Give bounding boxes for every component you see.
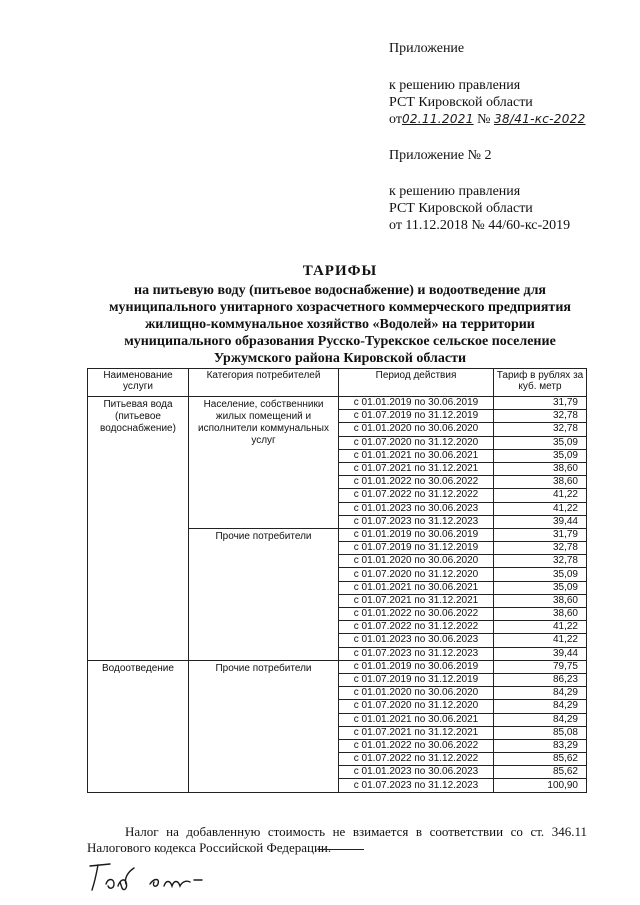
period-cell: с 01.07.2021 по 31.12.2021 (339, 726, 494, 739)
tariff-cell: 32,78 (494, 542, 587, 555)
tariff-cell: 84,29 (494, 700, 587, 713)
period-cell: с 01.01.2020 по 30.06.2020 (339, 555, 494, 568)
column-header-period: Период действия (339, 369, 494, 397)
column-header-service: Наименование услуги (88, 369, 189, 397)
tariff-cell: 39,44 (494, 647, 587, 660)
tariff-cell: 100,90 (494, 779, 587, 792)
tariff-cell: 38,60 (494, 594, 587, 607)
tariff-cell: 41,22 (494, 634, 587, 647)
tariff-cell: 31,79 (494, 528, 587, 541)
appendix2-ref-line1: к решению правления (389, 184, 521, 199)
appendix1-ref-line2: РСТ Кировской области (389, 95, 533, 110)
tariff-cell: 39,44 (494, 515, 587, 528)
appendix1-title: Приложение (389, 41, 465, 56)
tariff-cell: 79,75 (494, 660, 587, 673)
appendix1-number: 38/41-кс-2022 (494, 112, 586, 126)
appendix1-no-prefix: № (477, 112, 491, 127)
tariff-cell: 35,09 (494, 568, 587, 581)
period-cell: с 01.07.2022 по 31.12.2022 (339, 621, 494, 634)
period-cell: с 01.07.2019 по 31.12.2019 (339, 410, 494, 423)
table-row (88, 660, 587, 673)
period-cell: с 01.01.2019 по 30.06.2019 (339, 660, 494, 673)
title-line-5: Уржумского района Кировской области (213, 351, 467, 366)
appendix1-ref-line1: к решению правления (389, 78, 521, 93)
tariff-cell: 41,22 (494, 621, 587, 634)
appendix1-date: 02.11.2021 (401, 112, 474, 126)
tariff-cell: 38,60 (494, 462, 587, 475)
tariff-cell: 85,62 (494, 766, 587, 779)
table-header-row (88, 369, 587, 397)
category-cell: Прочие потребители (189, 660, 339, 792)
appendix2-ref-line3: от 11.12.2018 № 44/60-кс-2019 (389, 218, 571, 233)
period-cell: с 01.07.2019 по 31.12.2019 (339, 673, 494, 686)
period-cell: с 01.01.2023 по 30.06.2023 (339, 502, 494, 515)
period-cell: с 01.01.2022 по 30.06.2022 (339, 739, 494, 752)
period-cell: с 01.07.2019 по 31.12.2019 (339, 542, 494, 555)
tariff-cell: 38,60 (494, 476, 587, 489)
service-cell: Питьевая вода (питьевое водоснабжение) (88, 397, 189, 661)
tariff-cell: 85,08 (494, 726, 587, 739)
title-line-2: муниципального унитарного хозрасчетного коммерческого предприятия (109, 300, 571, 315)
period-cell: с 01.01.2023 по 30.06.2023 (339, 634, 494, 647)
column-header-tariff: Тариф в рублях за куб. метр (494, 369, 587, 397)
period-cell: с 01.07.2023 по 31.12.2023 (339, 647, 494, 660)
title-line-4: муниципального образования Русско-Турекское сельское поселение (124, 334, 556, 349)
tariff-cell: 38,60 (494, 608, 587, 621)
tariff-cell: 35,09 (494, 449, 587, 462)
tariff-cell: 32,78 (494, 410, 587, 423)
title-line-1: на питьевую воду (питьевое водоснабжение) и водоотведение для (134, 283, 546, 298)
tariff-table-body (88, 397, 587, 793)
appendix1-date-line (389, 111, 586, 128)
tariff-table (87, 368, 587, 793)
category-cell: Прочие потребители (189, 528, 339, 660)
period-cell: с 01.01.2022 по 30.06.2022 (339, 476, 494, 489)
period-cell: с 01.07.2021 по 31.12.2021 (339, 462, 494, 475)
period-cell: с 01.07.2023 по 31.12.2023 (339, 515, 494, 528)
period-cell: с 01.01.2020 по 30.06.2020 (339, 423, 494, 436)
period-cell: с 01.01.2020 по 30.06.2020 (339, 687, 494, 700)
period-cell: с 01.01.2021 по 30.06.2021 (339, 581, 494, 594)
period-cell: с 01.07.2021 по 31.12.2021 (339, 594, 494, 607)
appendix1-from-prefix: от (389, 112, 402, 127)
period-cell: с 01.07.2022 по 31.12.2022 (339, 753, 494, 766)
period-cell: с 01.07.2020 по 31.12.2020 (339, 700, 494, 713)
tariff-cell: 86,23 (494, 673, 587, 686)
period-cell: с 01.01.2023 по 30.06.2023 (339, 766, 494, 779)
period-cell: с 01.01.2021 по 30.06.2021 (339, 713, 494, 726)
tariff-cell: 84,29 (494, 687, 587, 700)
appendix2-title: Приложение № 2 (389, 148, 492, 163)
tax-footnote: Налог на добавленную стоимость не взимается в соответствии со ст. 346.11 Налогового кодекса Российской Федерации. (87, 824, 587, 855)
period-cell: с 01.07.2022 по 31.12.2022 (339, 489, 494, 502)
period-cell: с 01.01.2021 по 30.06.2021 (339, 449, 494, 462)
signature (84, 858, 224, 901)
tariff-cell: 32,78 (494, 423, 587, 436)
service-cell: Водоотведение (88, 660, 189, 792)
tariff-cell: 35,09 (494, 436, 587, 449)
tariff-cell: 32,78 (494, 555, 587, 568)
period-cell: с 01.07.2020 по 31.12.2020 (339, 568, 494, 581)
tariff-cell: 84,29 (494, 713, 587, 726)
tariff-cell: 31,79 (494, 397, 587, 410)
period-cell: с 01.01.2019 по 30.06.2019 (339, 397, 494, 410)
period-cell: с 01.07.2020 по 31.12.2020 (339, 436, 494, 449)
period-cell: с 01.01.2019 по 30.06.2019 (339, 528, 494, 541)
period-cell: с 01.01.2022 по 30.06.2022 (339, 608, 494, 621)
signature-graphic (84, 858, 224, 896)
tariff-cell: 41,22 (494, 489, 587, 502)
title-line-3: жилищно-коммунальное хозяйство «Водолей» на территории (145, 317, 535, 332)
table-row (88, 397, 587, 410)
column-header-category: Категория потребителей (189, 369, 339, 397)
footnote-divider (318, 849, 364, 850)
appendix2-ref-line2: РСТ Кировской области (389, 201, 533, 216)
tariff-cell: 35,09 (494, 581, 587, 594)
period-cell: с 01.07.2023 по 31.12.2023 (339, 779, 494, 792)
category-cell: Население, собственники жилых помещений и исполнители коммунальных услуг (189, 397, 339, 529)
document-title: ТАРИФЫ (302, 263, 378, 279)
tariff-cell: 83,29 (494, 739, 587, 752)
tariff-cell: 85,62 (494, 753, 587, 766)
tariff-cell: 41,22 (494, 502, 587, 515)
